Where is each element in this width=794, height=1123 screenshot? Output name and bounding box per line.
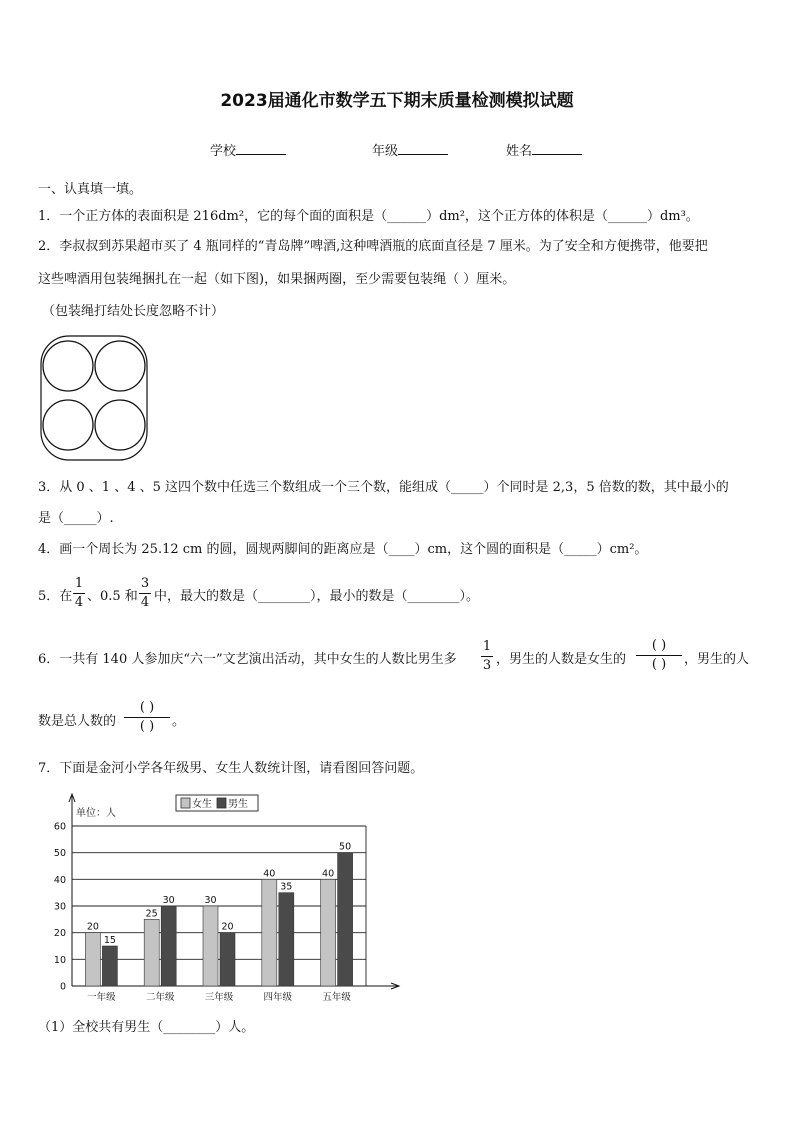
fraction-one-third bbox=[481, 639, 493, 674]
legend-label-female: 女生 bbox=[192, 799, 212, 810]
fraction-bar bbox=[139, 593, 151, 594]
question-6-line-2b: 。 bbox=[172, 714, 186, 729]
question-1: 1．一个正方体的表面积是 216dm²，它的每个面的面积是（______）dm²，这个正方体的体积是（______）dm³。 bbox=[38, 209, 699, 224]
fraction-numerator-blank[interactable]: ( ) bbox=[651, 638, 667, 653]
page-title: 2023届通化市数学五下期末质量检测模拟试题 bbox=[220, 91, 574, 111]
bar-male bbox=[102, 946, 117, 986]
question-6-line-1a: 6．一共有 140 人参加庆“六一”文艺演出活动，其中女生的人数比男生多 bbox=[38, 652, 457, 667]
fraction-numerator: 3 bbox=[140, 576, 150, 591]
legend-swatch-female bbox=[181, 798, 190, 808]
bar-value-label: 20 bbox=[221, 921, 234, 933]
question-5-suffix: 中，最大的数是（________），最小的数是（________）。 bbox=[154, 589, 480, 604]
x-category-label: 二年级 bbox=[145, 992, 175, 1003]
name-label: 姓名 bbox=[506, 144, 533, 159]
fraction-denominator-blank[interactable]: ( ) bbox=[651, 657, 667, 672]
question-2-line-2: 这些啤酒用包装绳捆扎在一起（如下图)，如果捆两圈，至少需要包装绳（ ）厘米。 bbox=[38, 272, 516, 287]
question-5-middle: 、0.5 和 bbox=[87, 589, 138, 604]
bottle-circle bbox=[43, 400, 93, 450]
bottle-circle bbox=[43, 341, 93, 391]
fraction-numerator-blank[interactable]: ( ) bbox=[139, 700, 155, 715]
y-tick-label: 0 bbox=[59, 981, 66, 993]
bar-value-label: 20 bbox=[86, 921, 99, 933]
fraction-denominator-blank[interactable]: ( ) bbox=[139, 719, 155, 734]
fraction-numerator: 1 bbox=[482, 639, 492, 654]
question-2-line-1: 2．李叔叔到苏果超市买了 4 瓶同样的“青岛牌”啤酒,这种啤酒瓶的底面直径是 7 厘米。为了安全和方便携带，他要把 bbox=[38, 239, 708, 254]
y-tick-label: 60 bbox=[53, 821, 66, 833]
grade-blank[interactable] bbox=[398, 141, 448, 155]
question-6-line-2a: 数是总人数的 bbox=[38, 714, 117, 729]
x-category-label: 三年级 bbox=[204, 992, 234, 1003]
question-2-note: （包装绳打结处长度忽略不计） bbox=[42, 304, 225, 319]
fraction-bar bbox=[481, 656, 493, 657]
fraction-numerator: 1 bbox=[74, 576, 84, 591]
bar-female bbox=[144, 919, 159, 986]
y-tick-label: 40 bbox=[53, 874, 66, 886]
grade-gender-bar-chart bbox=[36, 790, 406, 1012]
y-axis-unit-label: 单位：人 bbox=[76, 808, 116, 819]
y-tick-label: 50 bbox=[53, 848, 66, 860]
question-6-line-1b: ，男生的人数是女生的 bbox=[496, 652, 627, 667]
bar-value-label: 30 bbox=[162, 895, 175, 906]
section-heading: 一、认真填一填。 bbox=[38, 182, 143, 197]
fraction-bar bbox=[124, 717, 170, 718]
bar-male bbox=[338, 853, 353, 986]
string-loop bbox=[41, 336, 147, 460]
fraction-three-quarters bbox=[139, 576, 151, 611]
fraction-denominator: 3 bbox=[482, 658, 492, 673]
fraction-answer-blank[interactable] bbox=[124, 700, 170, 735]
bar-value-label: 25 bbox=[145, 908, 158, 920]
bar-value-label: 35 bbox=[280, 881, 293, 893]
x-category-label: 一年级 bbox=[87, 992, 116, 1003]
y-tick-label: 30 bbox=[53, 901, 66, 913]
bottle-circle bbox=[95, 341, 145, 391]
bottle-circle bbox=[95, 400, 145, 450]
bar-value-label: 40 bbox=[263, 868, 276, 880]
bar-female bbox=[262, 879, 277, 986]
question-6-line-1c: ，男生的人 bbox=[684, 652, 750, 667]
x-category-label: 五年级 bbox=[322, 992, 351, 1003]
legend-label-male: 男生 bbox=[228, 799, 248, 810]
chart-legend bbox=[176, 795, 258, 811]
fraction-bar bbox=[73, 593, 85, 594]
question-7: 7．下面是金河小学各年级男、女生人数统计图，请看图回答问题。 bbox=[38, 761, 424, 776]
legend-swatch-male bbox=[217, 798, 226, 808]
question-4: 4．画一个周长为 25.12 cm 的圆，圆规两脚间的距离应是（____）cm，这个圆的面积是（_____）cm²。 bbox=[38, 542, 648, 557]
question-7-sub-1: （1）全校共有男生（________）人。 bbox=[38, 1020, 255, 1035]
y-tick-label: 20 bbox=[53, 928, 66, 940]
bar-female bbox=[321, 879, 336, 986]
fraction-denominator: 4 bbox=[140, 595, 150, 610]
bar-value-label: 50 bbox=[339, 841, 352, 853]
bar-female bbox=[203, 906, 218, 986]
bar-female bbox=[85, 933, 100, 986]
fraction-one-quarter bbox=[73, 576, 85, 611]
bar-value-label: 30 bbox=[204, 895, 217, 906]
school-blank[interactable] bbox=[236, 141, 286, 155]
bar-value-label: 40 bbox=[322, 868, 335, 880]
fraction-denominator: 4 bbox=[74, 595, 84, 610]
school-label: 学校 bbox=[210, 144, 237, 159]
fraction-bar bbox=[636, 655, 682, 656]
y-tick-label: 10 bbox=[53, 954, 66, 966]
bar-male bbox=[161, 906, 176, 986]
question-3-line-1: 3．从 0 、1 、4 、5 这四个数中任选三个数组成一个三个数，能组成（_____）个同时是 2,3，5 倍数的数，其中最小的 bbox=[38, 480, 729, 495]
name-field bbox=[506, 140, 582, 159]
x-category-label: 四年级 bbox=[263, 992, 293, 1003]
grade-label: 年级 bbox=[372, 144, 399, 159]
bar-male bbox=[279, 893, 294, 986]
bottle-bundle-figure bbox=[38, 333, 150, 463]
question-5-prefix: 5．在 bbox=[38, 589, 73, 604]
fraction-answer-blank[interactable] bbox=[636, 638, 682, 673]
name-blank[interactable] bbox=[532, 141, 582, 155]
grade-field bbox=[372, 140, 448, 159]
bar-value-label: 15 bbox=[103, 935, 116, 946]
school-field bbox=[210, 140, 286, 159]
question-3-line-2: 是（_____）. bbox=[38, 511, 114, 526]
bar-male bbox=[220, 933, 235, 986]
